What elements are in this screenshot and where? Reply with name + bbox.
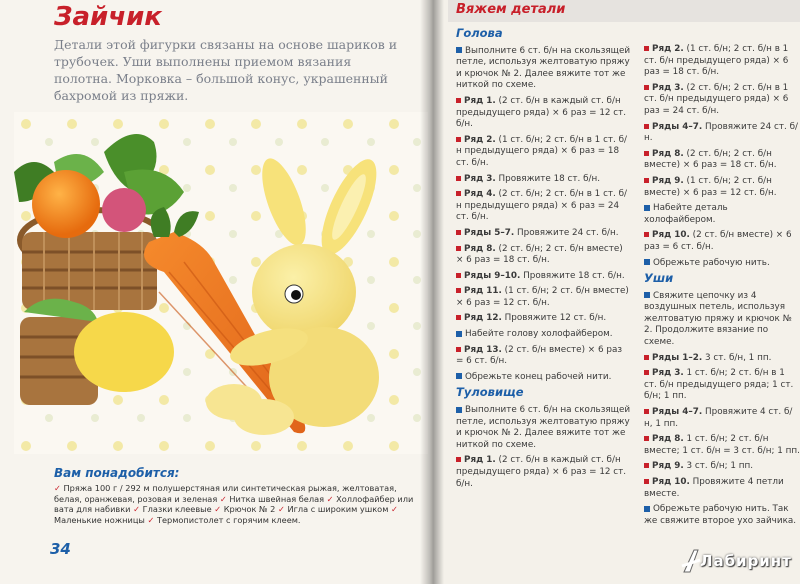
instruction-item: Обрежьте конец рабочей нити. [456, 372, 632, 384]
instruction-item: Выполните 6 ст. б/н на скользящей петле, используя желтоватую пряжу и крючок № 2. Далее вяжите тот же ниткой по схеме. [456, 405, 631, 450]
instructions-column-1 [456, 24, 632, 494]
orange-fruit [32, 170, 100, 238]
instruction-item: Набейте голову холофайбером. [456, 329, 632, 341]
check-icon: ✓ [219, 493, 227, 504]
row-item: Ряды 4–7. Провяжите 4 ст. б/н, 1 пп. [644, 407, 793, 429]
row-item: Ряд 3. 1 ст. б/н; 2 ст. б/н в 1 ст. б/н предыдущего ряда; 1 ст. б/н; 1 пп. [644, 368, 794, 402]
row-item: Ряд 10. (2 ст. б/н вместе) × 6 раз = 6 ст. б/н. [644, 230, 792, 252]
materials-heading: Вам понадобится: [54, 466, 180, 480]
bullet-icon [456, 98, 461, 103]
material-item: Крючок № 2 [223, 504, 276, 514]
bullet-icon [456, 315, 461, 320]
bullet-icon [644, 463, 649, 468]
instruction-item: Обрежьте рабочую нить. Так же свяжите второе ухо зайчика. [644, 504, 797, 526]
bullet-icon [456, 176, 461, 181]
material-item: Игла с широким ушком [287, 504, 389, 514]
row-item: Ряд 13. (2 ст. б/н вместе) × 6 раз = 6 ст. б/н. [456, 344, 623, 367]
instruction-item: Свяжите цепочку из 4 воздушных петель, используя желтоватую пряжу и крючок № 2. Продолжите вязание по схеме. [644, 290, 792, 348]
bullet-icon [456, 273, 461, 278]
section-title-head: Голова [456, 26, 503, 40]
bullet-icon [644, 259, 650, 265]
bullet-icon [644, 506, 650, 512]
bullet-icon [644, 479, 649, 484]
bullet-icon [456, 230, 461, 235]
bullet-icon [456, 407, 462, 413]
bullet-icon [456, 373, 462, 379]
bunny-carrot-illustration [14, 112, 428, 454]
bullet-icon [456, 47, 462, 53]
check-icon: ✓ [326, 493, 334, 504]
bullet-icon [644, 370, 649, 375]
book-gutter [420, 0, 444, 584]
bullet-icon [456, 331, 462, 337]
bullet-icon [644, 232, 649, 237]
bunny-photo [14, 112, 428, 454]
check-icon: ✓ [133, 504, 140, 514]
row-item: Ряд 11. (1 ст. б/н; 2 ст. б/н вместе) × 6 раз = 12 ст. б/н. [456, 286, 629, 308]
section-title-body: Туловище [456, 385, 524, 400]
row-item: Ряд 3. Провяжите 18 ст. б/н. [456, 174, 632, 186]
row-item: Ряд 1. (2 ст. б/н в каждый ст. б/н предыдущего ряда) × 6 раз = 12 ст. б/н. [456, 455, 627, 489]
row-item: Ряды 1–2. 3 ст. б/н, 1 пп. [644, 353, 800, 365]
bullet-icon [644, 178, 649, 183]
intro-text: Детали этой фигурки связаны на основе шариков и трубочек. Уши выполнены приемом вязания полотна. Морковка – большой конус, украшенный бахромой из пряжи. [54, 37, 398, 103]
row-item: Ряд 8. (2 ст. б/н; 2 ст. б/н вместе) × 6 раз = 18 ст. б/н. [644, 148, 777, 171]
bullet-icon [456, 137, 461, 142]
page-number: 34 [50, 540, 71, 558]
bullet-icon [456, 457, 461, 462]
material-item: Холлофайбер или вата для набивки [54, 493, 414, 514]
row-item: Ряд 10. Провяжите 4 петли вместе. [644, 477, 784, 499]
bullet-icon [644, 46, 649, 51]
material-item: Термопистолет с горячим клеем. [156, 514, 301, 525]
bullet-icon [644, 151, 649, 156]
material-item: Маленькие ножницы [54, 514, 145, 525]
row-item: Ряд 2. (1 ст. б/н; 2 ст. б/н в 1 ст. б/н предыдущего ряда) × 6 раз = 18 ст. б/н. [644, 44, 789, 78]
section-header: Вяжем детали [456, 2, 566, 17]
row-item: Ряд 9. (1 ст. б/н; 2 ст. б/н вместе) × 6 раз = 12 ст. б/н. [644, 175, 777, 198]
bullet-icon [644, 355, 649, 360]
bullet-icon [644, 409, 649, 414]
instruction-item: Набейте деталь холофайбером. [644, 203, 728, 225]
row-item: Ряд 4. (2 ст. б/н; 2 ст. б/н в 1 ст. б/н предыдущего ряда) × 6 раз = 24 ст. б/н. [456, 189, 628, 223]
material-item: Глазки клеевые [142, 504, 212, 514]
watermark-text: Лабиринт [700, 552, 792, 570]
bullet-icon [644, 124, 649, 129]
bullet-icon [456, 347, 461, 352]
page-title: Зайчик [54, 2, 162, 32]
yellow-cushion [74, 312, 174, 392]
row-item: Ряд 8. 1 ст. б/н; 2 ст. б/н вместе; 1 ст. б/н = 3 ст. б/н; 1 пп. [644, 434, 800, 456]
check-icon: ✓ [390, 504, 398, 514]
materials-list [54, 483, 419, 525]
row-item: Ряды 9–10. Провяжите 18 ст. б/н. [456, 271, 632, 283]
row-item: Ряды 5–7. Провяжите 24 ст. б/н. [456, 228, 632, 240]
row-item: Ряд 12. Провяжите 12 ст. б/н. [456, 313, 632, 325]
bullet-icon [456, 288, 461, 293]
check-icon: ✓ [277, 504, 285, 514]
bullet-icon [644, 292, 650, 298]
row-item: Ряд 9. 3 ст. б/н; 1 пп. [644, 461, 800, 473]
section-title-ears: Уши [644, 271, 674, 286]
pink-fruit [102, 188, 146, 232]
row-item: Ряд 3. (2 ст. б/н; 2 ст. б/н в 1 ст. б/н предыдущего ряда) × 6 раз = 24 ст. б/н. [644, 82, 789, 116]
row-item: Ряд 2. (1 ст. б/н; 2 ст. б/н в 1 ст. б/н предыдущего ряда) × 6 раз = 18 ст. б/н. [456, 134, 628, 168]
bullet-icon [456, 191, 461, 196]
row-item: Ряд 8. (2 ст. б/н; 2 ст. б/н вместе) × 6 раз = 18 ст. б/н. [456, 243, 623, 266]
check-icon: ✓ [54, 483, 61, 493]
check-icon: ✓ [147, 514, 155, 525]
instruction-item: Выполните 6 ст. б/н на скользящей петле, используя желтоватую пряжу и крючок № 2. Далее вяжите тот же ниткой по схеме. [456, 45, 631, 91]
material-item: Нитка швейная белая [229, 493, 325, 504]
instructions-column-2 [644, 44, 800, 531]
row-item: Ряды 4–7. Провяжите 24 ст. б/н. [644, 121, 798, 144]
instruction-item: Обрежьте рабочую нить. [644, 258, 800, 270]
bullet-icon [644, 205, 650, 211]
row-item: Ряд 1. (2 ст. б/н в каждый ст. б/н предыдущего ряда) × 6 раз = 12 ст. б/н. [456, 95, 627, 130]
bullet-icon [456, 246, 461, 251]
bullet-icon [644, 436, 649, 441]
bullet-icon [644, 85, 649, 90]
materials-box [54, 466, 419, 525]
material-item: Пряжа 100 г / 292 м полушерстяная или синтетическая рыжая, желтоватая, белая, оранжевая, розовая и зеленая [54, 483, 397, 504]
check-icon: ✓ [214, 504, 222, 514]
